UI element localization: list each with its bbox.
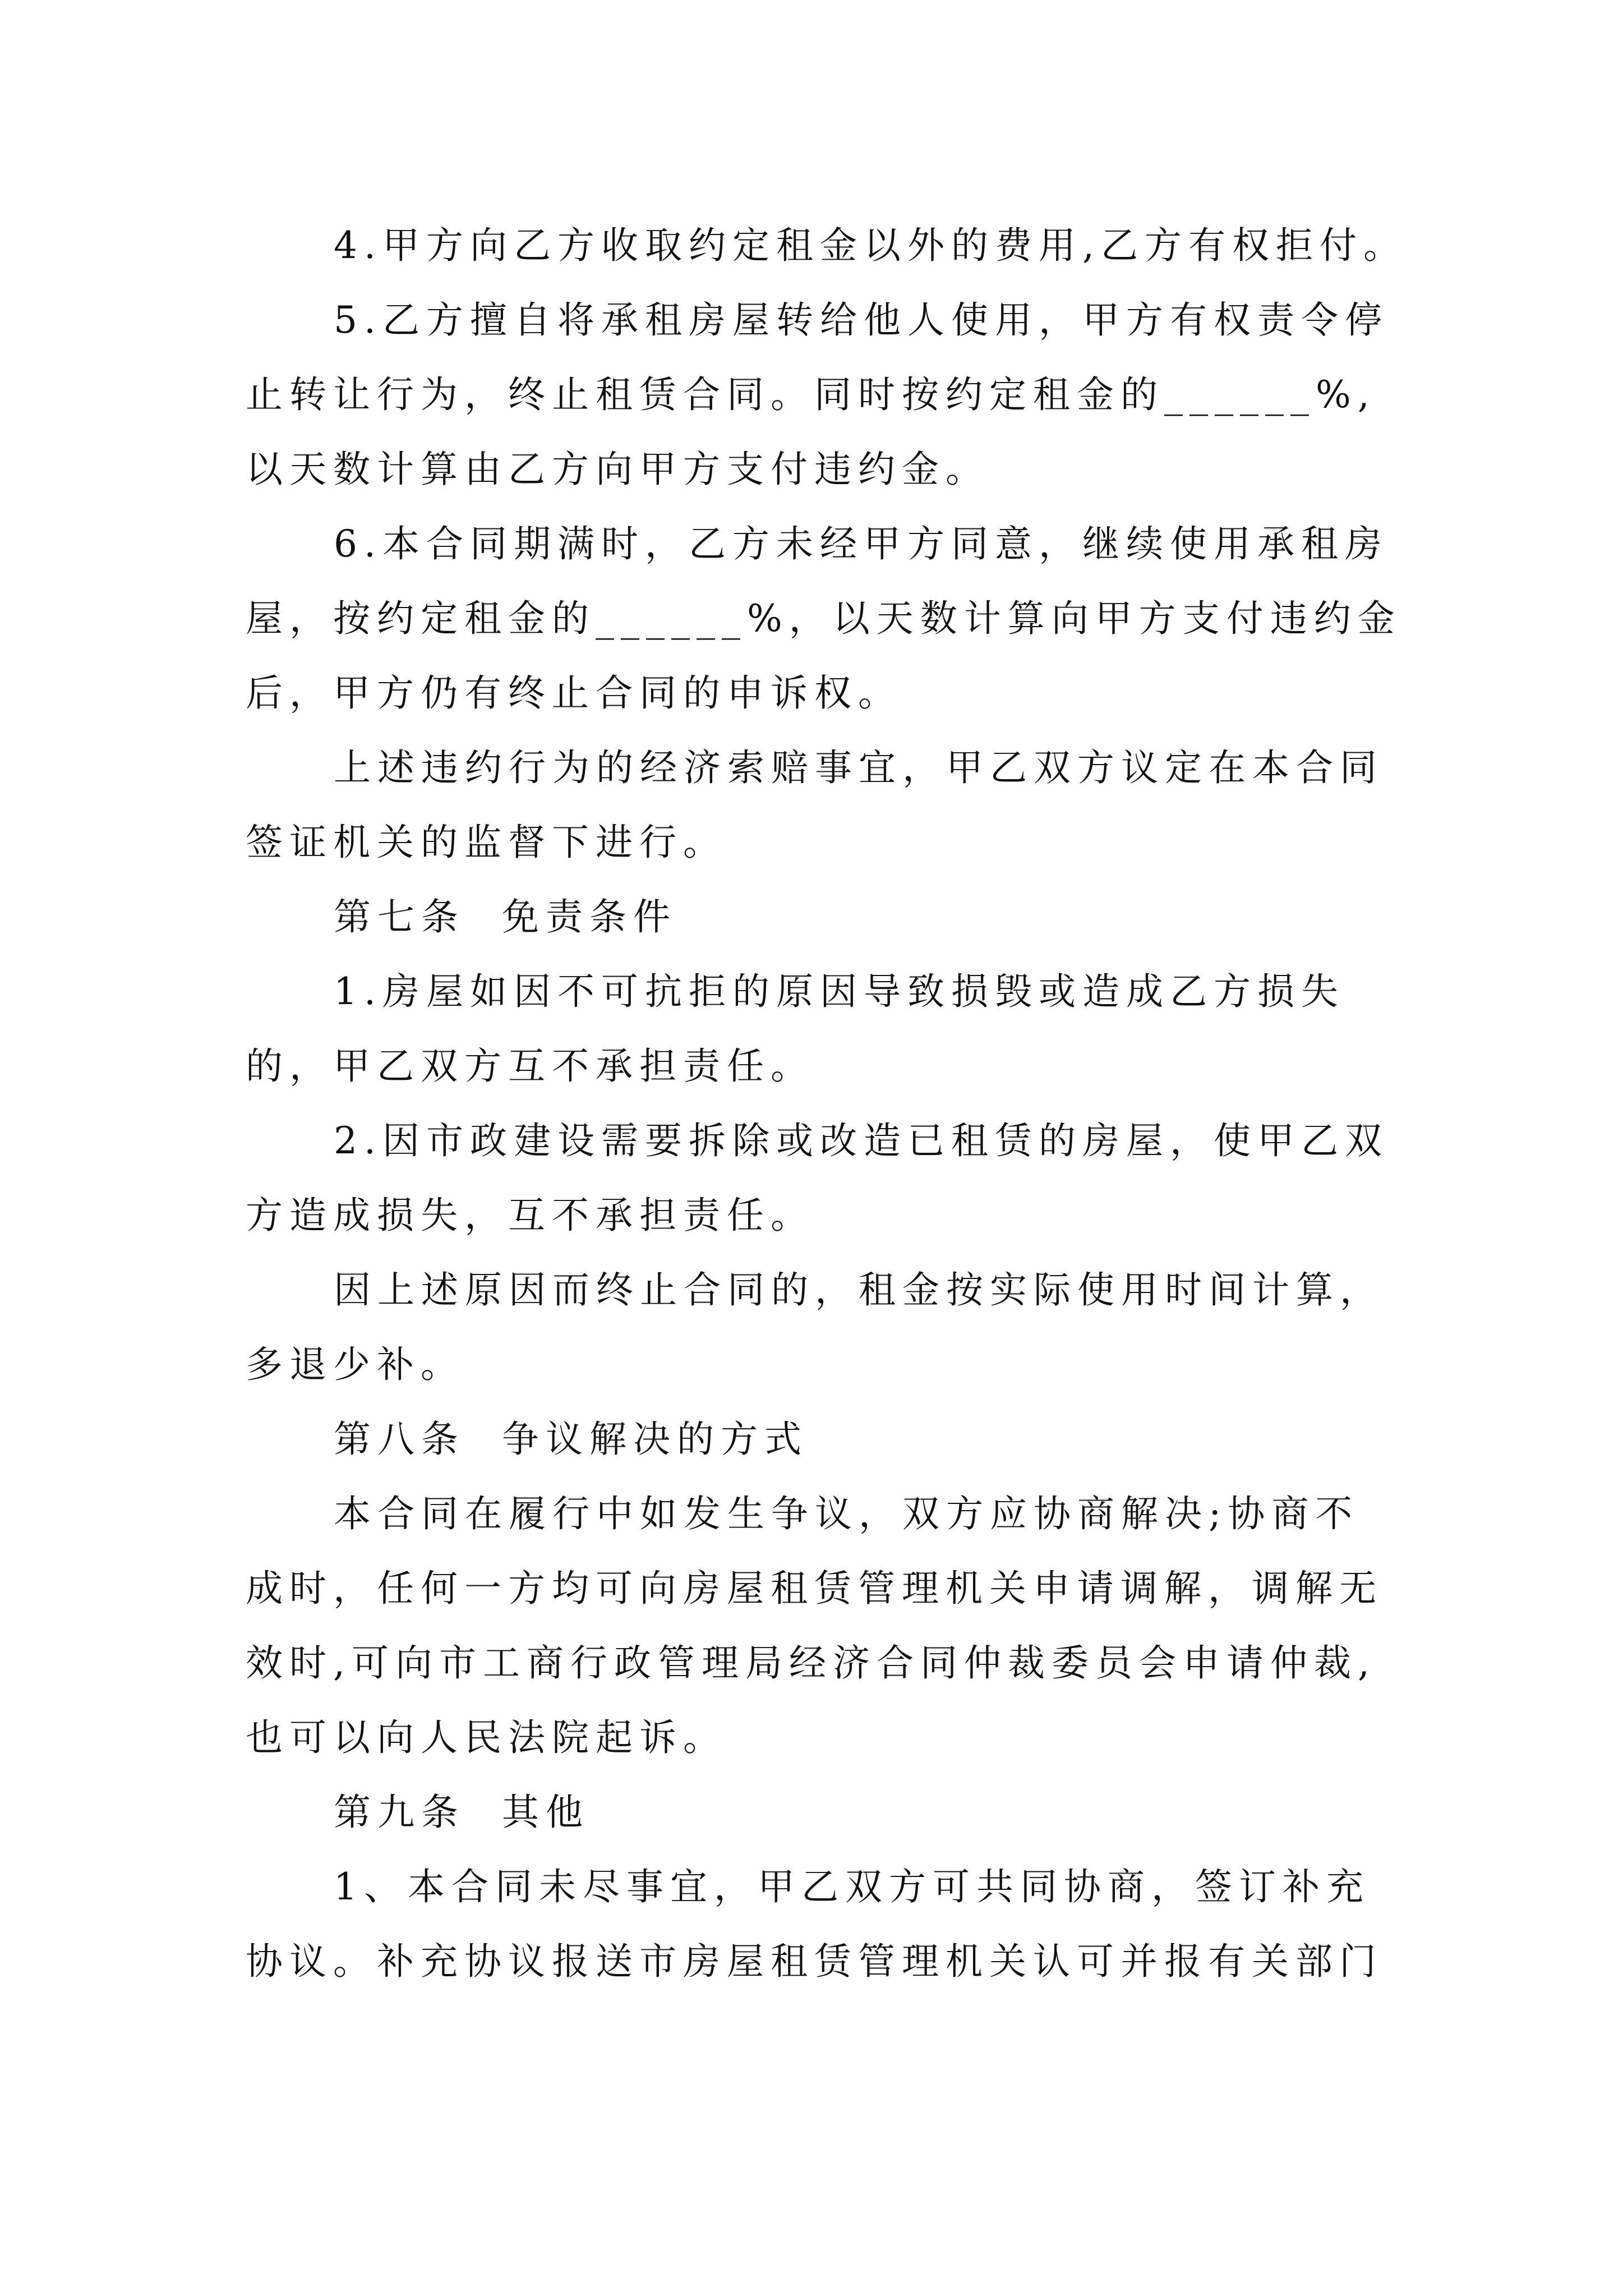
paragraph-5-line-2: 止转让行为，终止租赁合同。同时按约定租金的______%,: [246, 373, 1376, 416]
paragraph-4-line-1: 4.甲方向乙方收取约定租金以外的费用,乙方有权拒付。: [334, 224, 1407, 267]
article-7-note-line-2: 多退少补。: [246, 1343, 464, 1386]
article-9-heading: 第九条 其他: [334, 1791, 589, 1834]
paragraph-5-line-3: 以天数计算由乙方向甲方支付违约金。: [246, 448, 989, 491]
paragraph-breach-line-2: 签证机关的监督下进行。: [246, 821, 727, 864]
paragraph-breach-line-1: 上述违约行为的经济索赔事宜，甲乙双方议定在本合同: [334, 746, 1384, 789]
article-9-item-1-line-1: 1、本合同未尽事宜，甲乙双方可共同协商，签订补充: [334, 1865, 1370, 1908]
article-9-item-1-line-2: 协议。补充协议报送市房屋租赁管理机关认可并报有关部门: [246, 1940, 1383, 1983]
article-7-item-2-line-2: 方造成损失，互不承担责任。: [246, 1194, 814, 1237]
article-8-body-line-3: 效时,可向市工商行政管理局经济合同仲裁委员会申请仲裁,: [246, 1641, 1376, 1685]
article-7-item-2-line-1: 2.因市政建设需要拆除或改造已租赁的房屋，使甲乙双: [334, 1119, 1389, 1162]
paragraph-5-line-1: 5.乙方擅自将承租房屋转给他人使用，甲方有权责令停: [334, 298, 1389, 342]
article-7-item-1-line-1: 1.房屋如因不可抗拒的原因导致损毁或造成乙方损失: [334, 970, 1345, 1013]
article-7-note-line-1: 因上述原因而终止合同的，租金按实际使用时间计算，: [334, 1268, 1384, 1312]
article-8-body-line-2: 成时，任何一方均可向房屋租赁管理机关申请调解，调解无: [246, 1567, 1383, 1610]
article-8-heading: 第八条 争议解决的方式: [334, 1418, 808, 1461]
article-8-body-line-4: 也可以向人民法院起诉。: [246, 1716, 727, 1759]
paragraph-6-line-1: 6.本合同期满时，乙方未经甲方同意，继续使用承租房: [334, 522, 1389, 565]
article-8-body-line-1: 本合同在履行中如发生争议，双方应协商解决;协商不: [334, 1492, 1359, 1535]
paragraph-6-line-2: 屋，按约定租金的______%，以天数计算向甲方支付违约金: [246, 597, 1401, 640]
article-7-heading: 第七条 免责条件: [334, 895, 677, 938]
paragraph-6-line-3: 后，甲方仍有终止合同的申诉权。: [246, 671, 902, 715]
article-7-item-1-line-2: 的，甲乙双方互不承担责任。: [246, 1045, 814, 1088]
